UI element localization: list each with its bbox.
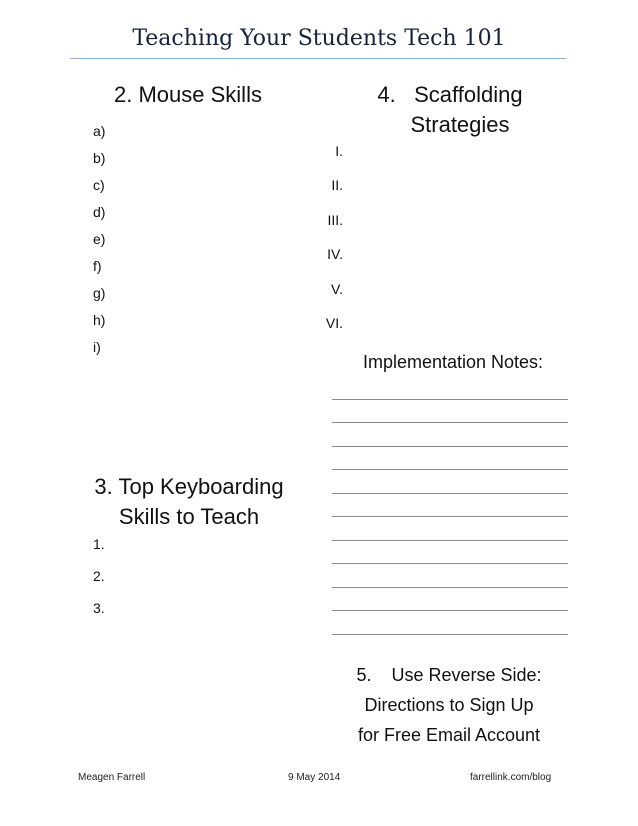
note-line: [332, 422, 568, 423]
list-item: V.: [331, 281, 343, 297]
note-line: [332, 563, 568, 564]
list-item: a): [93, 123, 106, 139]
keyboarding-heading-line2: Skills to Teach: [118, 504, 260, 529]
footer-url: farrellink.com/blog: [470, 772, 552, 783]
title-rule: [70, 58, 566, 59]
list-item: III.: [327, 212, 343, 228]
list-item: e): [93, 231, 106, 247]
list-item: b): [93, 150, 106, 166]
reverse-line2: Directions to Sign Up: [364, 695, 534, 715]
keyboarding-heading: [76, 472, 302, 532]
note-line: [332, 540, 568, 541]
note-line: [332, 469, 568, 470]
keyboarding-heading-line1: 3. Top Keyboarding: [94, 474, 284, 499]
list-item: h): [93, 312, 106, 328]
list-item: c): [93, 177, 105, 193]
reverse-side-heading: [336, 660, 562, 750]
list-item: IV.: [327, 246, 343, 262]
list-item: 1.: [93, 536, 105, 552]
list-item: d): [93, 204, 106, 220]
footer-author: Meagen Farrell: [78, 772, 146, 783]
mouse-skills-heading: 2. Mouse Skills: [114, 82, 262, 107]
scaffolding-heading: [360, 80, 540, 140]
note-line: [332, 610, 568, 611]
reverse-line3: for Free Email Account: [357, 725, 541, 745]
list-item: VI.: [325, 315, 343, 331]
implementation-notes-heading: Implementation Notes:: [362, 352, 544, 372]
note-line: [332, 587, 568, 588]
list-item: II.: [331, 177, 343, 193]
note-line: [332, 516, 568, 517]
list-item: i): [93, 339, 101, 355]
reverse-line1: 5. Use Reverse Side:: [356, 665, 542, 685]
scaffolding-heading-line2: Strategies: [410, 112, 510, 137]
list-item: 3.: [93, 600, 105, 616]
footer-date: 9 May 2014: [288, 772, 341, 783]
note-line: [332, 399, 568, 400]
scaffolding-heading-line1: 4. Scaffolding: [377, 82, 523, 107]
list-item: I.: [335, 143, 343, 159]
note-line: [332, 634, 568, 635]
list-item: 2.: [93, 568, 105, 584]
note-line: [332, 446, 568, 447]
list-item: g): [93, 285, 106, 301]
list-item: f): [93, 258, 102, 274]
page-title: Teaching Your Students Tech 101: [132, 26, 506, 51]
note-line: [332, 493, 568, 494]
